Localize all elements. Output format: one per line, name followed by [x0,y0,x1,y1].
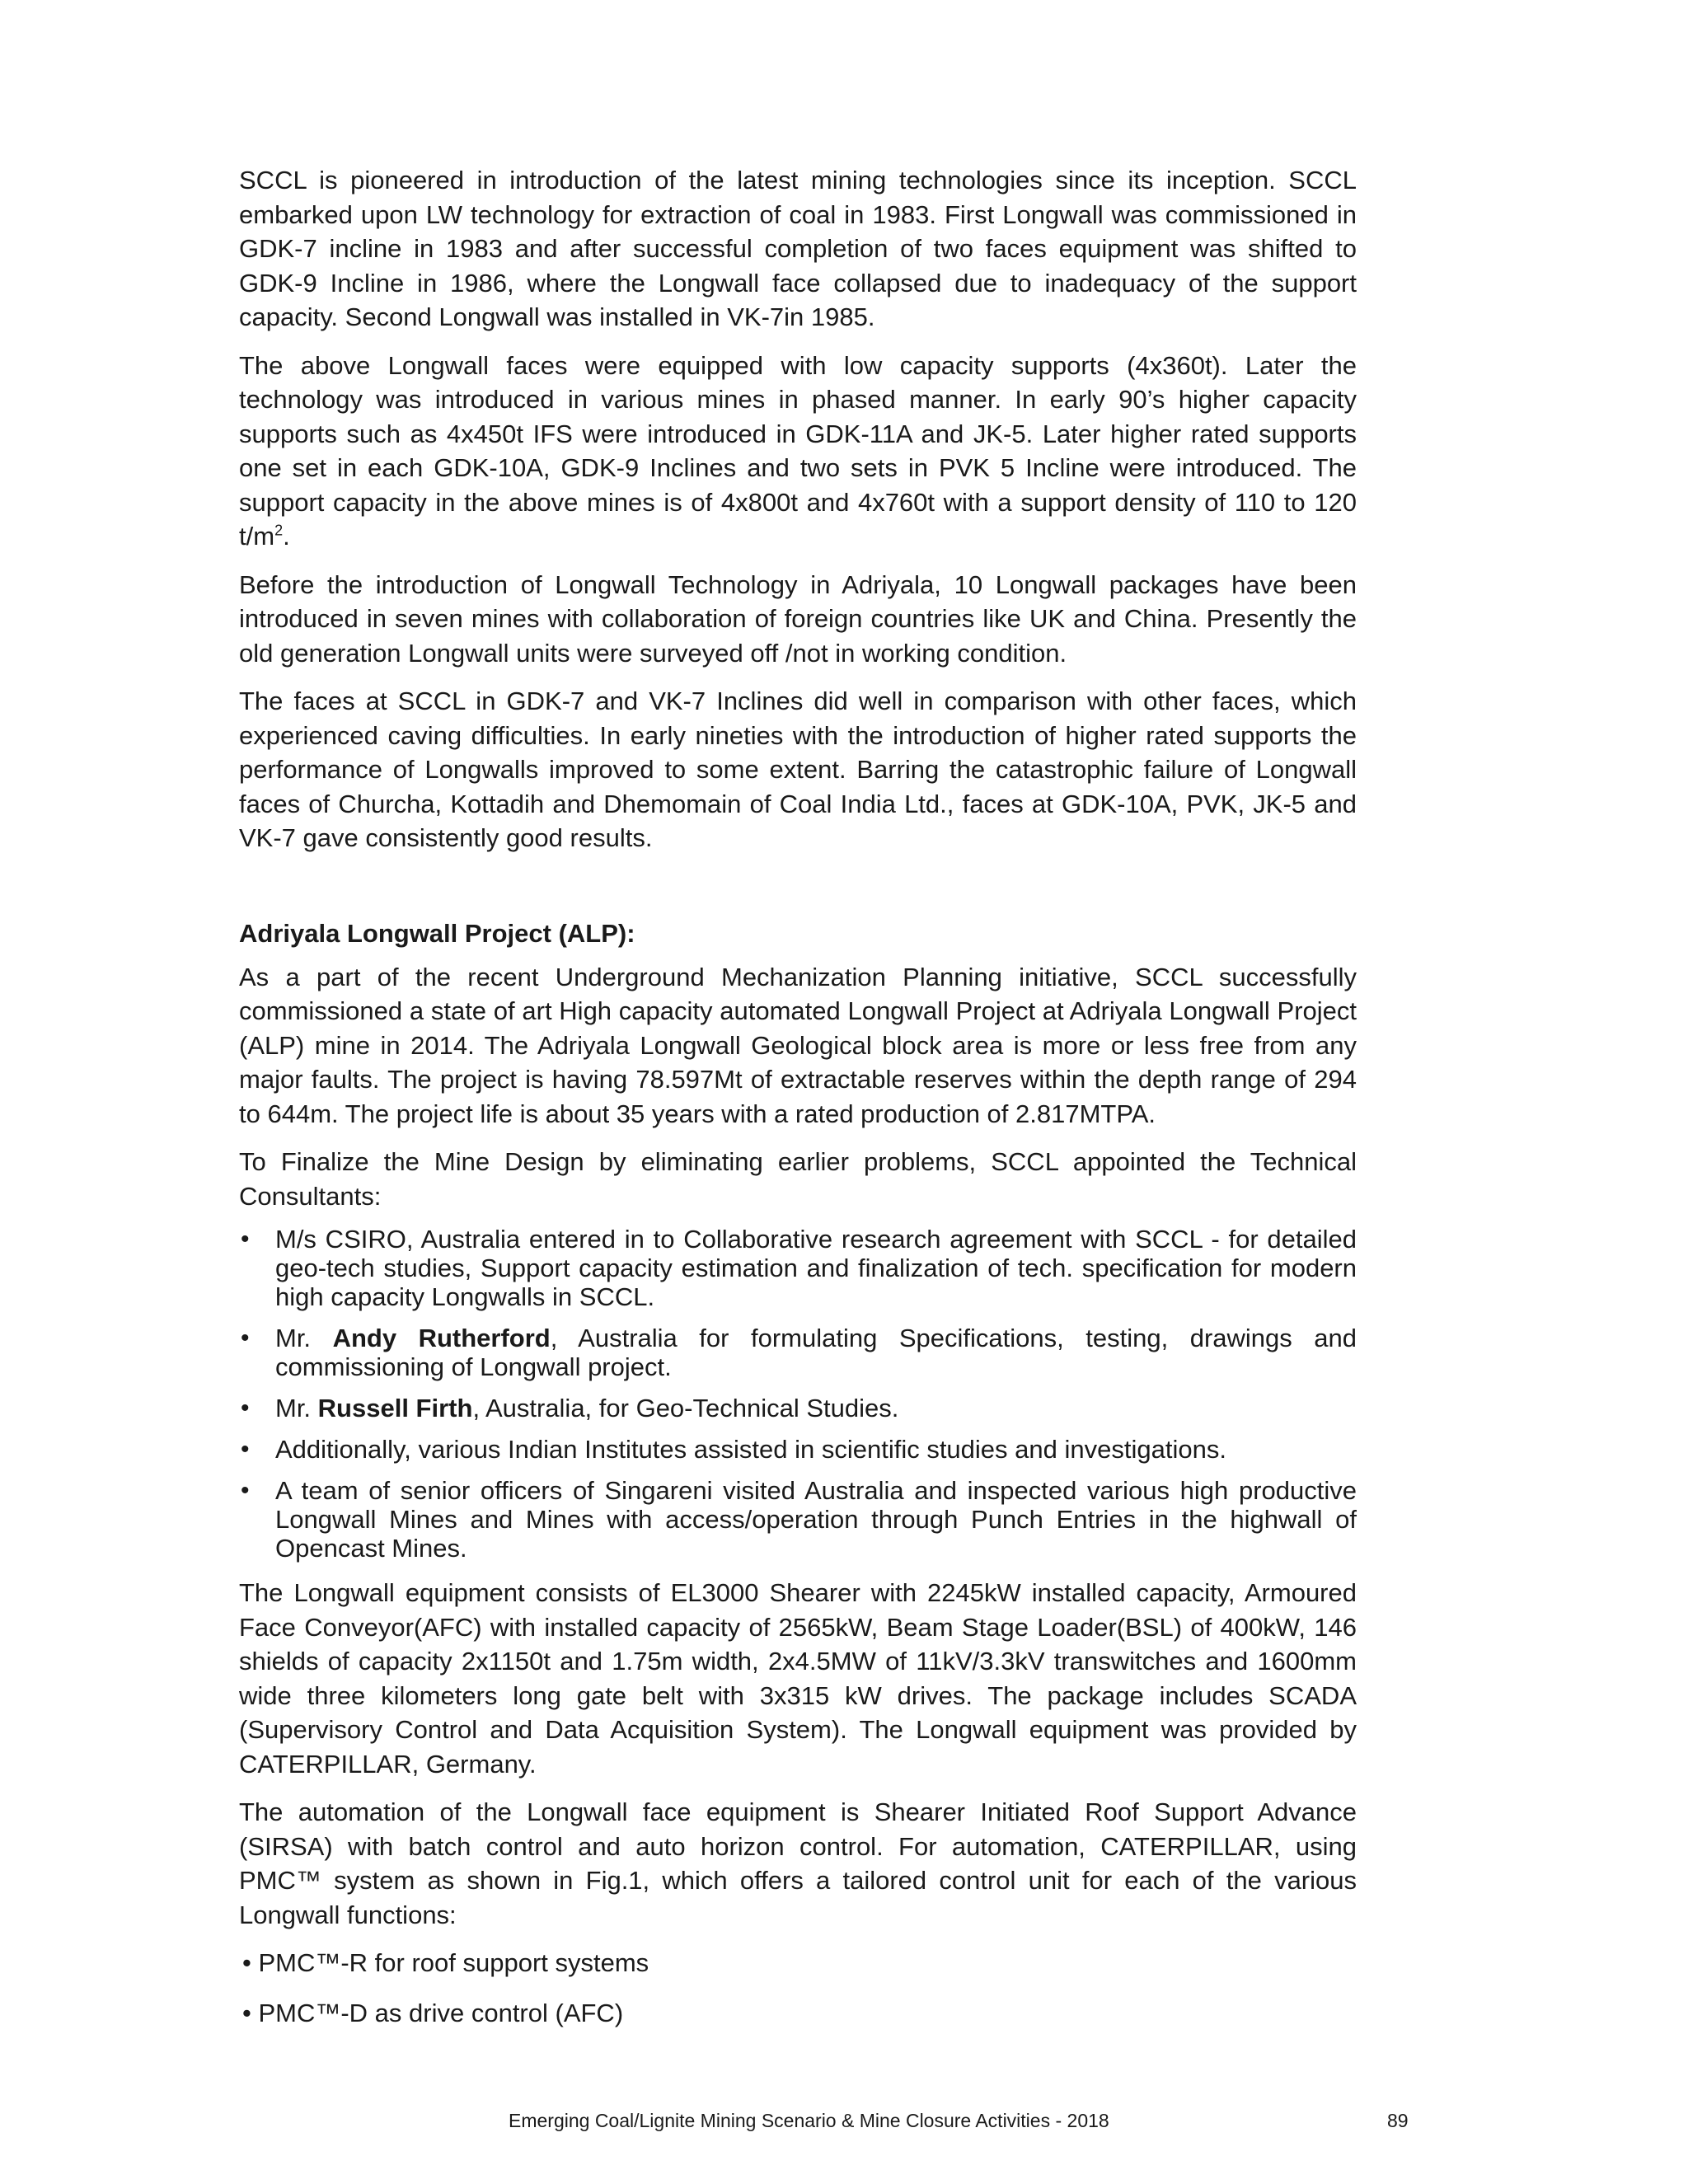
bullet-dot: • [241,1477,250,1504]
list-item-text: A team of senior officers of Singareni visited Australia and inspected various high productive Longwall Mines and Mines with access/operation through Punch Entries in the highwall of Opencast Mines. [275,1476,1357,1563]
paragraph-faces-performance: The faces at SCCL in GDK-7 and VK-7 Inclines did well in comparison with other faces, which experienced caving difficulties. In early nineties with the introduction of higher rated supports the performance of Longwalls improved to some extent. Barring the catastrophic failure of Longwall faces of Churcha, Kottadih and Dhemomain of Coal India Ltd., faces at GDK-10A, PVK, JK-5 and VK-7 gave consistently good results. [239,687,1357,852]
section-heading-alp: Adriyala Longwall Project (ALP): [239,918,635,948]
list-item-text: Additionally, various Indian Institutes assisted in scientific studies and investigations. [275,1435,1226,1464]
list-item-pmc-d: • PMC™-D as drive control (AFC) [242,1999,624,2027]
list-item-text: M/s CSIRO, Australia entered in to Collaborative research agreement with SCCL - for detailed geo-tech studies, Support capacity estimation and finalization of tech. specification for modern high capacity Longwalls in SCCL. [275,1225,1357,1311]
list-item [239,1225,1357,1311]
paragraph-automation: The automation of the Longwall face equipment is Shearer Initiated Roof Support Advance (SIRSA) with batch control and auto horizon control. For automation, CATERPILLAR, using PMC™ system as shown in Fig.1, which offers a tailored control unit for each of the various Longwall functions: [239,1797,1357,1929]
list-item [239,1435,1357,1464]
paragraph-longwall-supports [239,349,1357,554]
bullet-dot: • [241,1394,250,1422]
pmc-list [239,1946,1357,2030]
page-number: 89 [1387,2110,1409,2131]
bullet-dot: • [241,1226,250,1253]
consultants-list [239,1225,1357,1563]
list-item-text: , Australia for formulating Specifications, testing, drawings and commissioning of Longwall project. [275,1324,1357,1381]
paragraph-end-period: . [283,522,290,551]
footer-title: Emerging Coal/Lignite Mining Scenario & Mine Closure Activities - 2018 [509,2110,1109,2131]
consultant-name-russell: Russell Firth [317,1394,473,1422]
bullet-dot: • [241,1436,250,1463]
list-item [239,1324,1357,1381]
list-item [239,1476,1357,1563]
list-item-pmc-r: • PMC™-R for roof support systems [242,1948,649,1977]
paragraph-equipment: The Longwall equipment consists of EL3000 Shearer with 2245kW installed capacity, Armoured Face Conveyor(AFC) with installed capacity of 2565kW, Beam Stage Loader(BSL) of 400kW, 146 shields of capacity 2x1150t and 1.75m width, 2x4.5MW of 11kV/3.3kV transwitches and 1600mm wide three kilometers long gate belt with 3x315 kW drives. The package includes SCADA (Supervisory Control and Data Acquisition System). The Longwall equipment was provided by CATERPILLAR, Germany. [239,1578,1357,1779]
page-content [239,163,1357,2046]
paragraph-sccl-intro: SCCL is pioneered in introduction of the latest mining technologies since its inception. SCCL embarked upon LW technology for extraction of coal in 1983. First Longwall was commissioned in GDK-7 incline in 1983 and after successful completion of two faces equipment was shifted to GDK-9 Incline in 1986, where the Longwall face collapsed due to inadequacy of the support capacity. Second Longwall was installed in VK-7in 1985. [239,166,1357,331]
consultant-name-andy: Andy Rutherford [332,1324,551,1352]
paragraph-before-adriyala: Before the introduction of Longwall Technology in Adriyala, 10 Longwall packages have been introduced in seven mines with collaboration of foreign countries like UK and China. Presently the old generation Longwall units were surveyed off /not in working condition. [239,569,1357,668]
list-item-prefix: Mr. [275,1394,318,1422]
paragraph-consultants-intro: To Finalize the Mine Design by eliminating earlier problems, SCCL appointed the Technical Consultants: [239,1147,1357,1211]
superscript-squared: 2 [274,522,284,539]
list-item [239,1394,1357,1422]
list-item-prefix: Mr. [275,1324,333,1352]
list-item-text: , Australia, for Geo-Technical Studies. [472,1394,899,1422]
paragraph-alp-intro: As a part of the recent Underground Mechanization Planning initiative, SCCL successfully commissioned a state of art High capacity automated Longwall Project at Adriyala Longwall Project (ALP) mine in 2014. The Adriyala Longwall Geological block area is more or less free from any major faults. The project is having 78.597Mt of extractable reserves within the depth range of 294 to 644m. The project life is about 35 years with a rated production of 2.817MTPA. [239,962,1357,1128]
bullet-dot: • [241,1324,250,1352]
paragraph-longwall-supports-text: The above Longwall faces were equipped with low capacity supports (4x360t). Later the technology was introduced in various mines in phased manner. In early 90’s higher capacity supports such as 4x450t IFS were introduced in GDK-11A and JK-5. Later higher rated supports one set in each GDK-10A, GDK-9 Inclines and two sets in PVK 5 Incline were introduced. The support capacity in the above mines is of 4x800t and 4x760t with a support density of 110 to 120 t/m [239,350,1357,551]
